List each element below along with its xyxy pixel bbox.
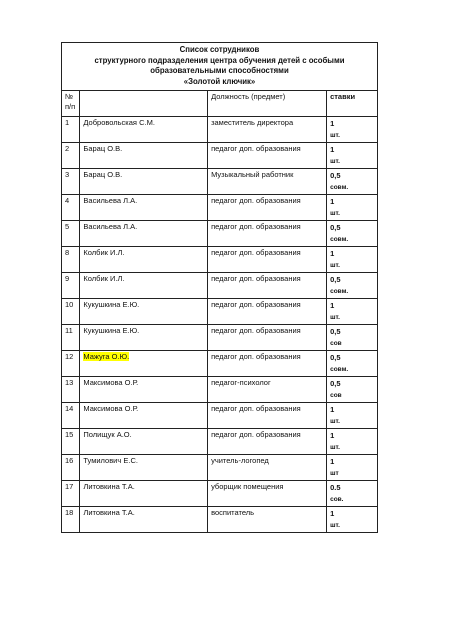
employee-name: [80, 429, 208, 455]
employee-name-text: Васильева Л.А.: [83, 196, 138, 205]
staff-list-sheet: [61, 42, 378, 533]
employee-position: педагог доп. образования: [208, 429, 327, 455]
employee-position: педагог доп. образования: [208, 351, 327, 377]
document-title: [62, 43, 378, 91]
row-number: 5: [62, 221, 80, 247]
rate-unit: совм.: [330, 235, 349, 243]
employee-name-text: Мажуга О.Ю.: [83, 352, 130, 361]
row-number: 12: [62, 351, 80, 377]
employee-name: [80, 299, 208, 325]
employee-name: [80, 455, 208, 481]
table-row: [62, 169, 378, 195]
employee-name: [80, 481, 208, 507]
rate-value: 1: [330, 431, 335, 440]
employee-rate: [327, 481, 378, 507]
title-line-2: структурного подразделения центра обучения детей с особыми: [94, 55, 345, 65]
rate-value: 0,5: [330, 353, 341, 362]
title-line-4: «Золотой ключик»: [183, 76, 256, 86]
table-row: [62, 403, 378, 429]
row-number: 10: [62, 299, 80, 325]
employee-name: [80, 195, 208, 221]
employee-name-text: Полищук А.О.: [83, 430, 132, 439]
employee-rate: [327, 299, 378, 325]
employee-name-text: Колбик И.Л.: [83, 248, 125, 257]
rate-value: 1: [330, 405, 335, 414]
employee-rate: [327, 273, 378, 299]
employee-position: педагог доп. образования: [208, 247, 327, 273]
employee-position: педагог доп. образования: [208, 195, 327, 221]
employee-name: [80, 221, 208, 247]
row-number: 3: [62, 169, 80, 195]
employee-name: [80, 351, 208, 377]
employee-name-text: Максимова О.Р.: [83, 404, 139, 413]
table-row: [62, 273, 378, 299]
rate-value: 0,5: [330, 171, 341, 180]
rate-unit: сов.: [330, 495, 344, 503]
employee-position: педагог доп. образования: [208, 403, 327, 429]
row-number: 14: [62, 403, 80, 429]
employee-rate: [327, 195, 378, 221]
employee-name-text: Максимова О.Р.: [83, 378, 139, 387]
employee-rate: [327, 351, 378, 377]
employee-name-text: Литовкина Т.А.: [83, 508, 135, 517]
employee-name-text: Кукушкина Е.Ю.: [83, 326, 140, 335]
staff-table: [61, 42, 378, 533]
rate-unit: шт.: [330, 443, 340, 451]
employee-name: [80, 143, 208, 169]
rate-value: 1: [330, 145, 335, 154]
employee-name-text: Литовкина Т.А.: [83, 482, 135, 491]
row-number: 11: [62, 325, 80, 351]
employee-rate: [327, 429, 378, 455]
employee-position: заместитель директора: [208, 117, 327, 143]
rate-unit: шт.: [330, 261, 340, 269]
employee-name: [80, 507, 208, 533]
rate-value: 0,5: [330, 275, 341, 284]
row-number: 13: [62, 377, 80, 403]
table-row: [62, 481, 378, 507]
employee-name: [80, 325, 208, 351]
employee-name-text: Тумилович Е.С.: [83, 456, 138, 465]
rate-value: 1: [330, 197, 335, 206]
employee-name: [80, 247, 208, 273]
table-row: [62, 351, 378, 377]
rate-unit: шт: [330, 469, 339, 477]
rate-value: 0,5: [330, 379, 341, 388]
header-rate: ставки: [327, 91, 378, 117]
rate-unit: шт.: [330, 417, 340, 425]
title-line-1: Список сотрудников: [179, 45, 260, 54]
row-number: 8: [62, 247, 80, 273]
table-row: [62, 117, 378, 143]
row-number: 16: [62, 455, 80, 481]
employee-rate: [327, 247, 378, 273]
employee-position: педагог доп. образования: [208, 325, 327, 351]
employee-position: педагог-психолог: [208, 377, 327, 403]
employee-rate: [327, 377, 378, 403]
employee-position: уборщик помещения: [208, 481, 327, 507]
header-num-abbr: п/п: [65, 102, 76, 111]
title-line-3: образовательными способностями: [150, 66, 289, 75]
table-row: [62, 195, 378, 221]
employee-rate: [327, 143, 378, 169]
employee-position: педагог доп. образования: [208, 143, 327, 169]
table-row: [62, 247, 378, 273]
header-name: [80, 91, 208, 117]
row-number: 17: [62, 481, 80, 507]
rate-value: 1: [330, 119, 335, 128]
rate-value: 1: [330, 457, 335, 466]
table-row: [62, 507, 378, 533]
employee-rate: [327, 169, 378, 195]
table-row: [62, 143, 378, 169]
rate-unit: совм.: [330, 183, 349, 191]
table-row: [62, 429, 378, 455]
rate-value: 0,5: [330, 223, 341, 232]
rate-unit: шт.: [330, 313, 340, 321]
header-num-symbol: №: [65, 92, 74, 101]
rate-unit: шт.: [330, 131, 340, 139]
employee-name-text: Колбик И.Л.: [83, 274, 125, 283]
row-number: 9: [62, 273, 80, 299]
employee-rate: [327, 507, 378, 533]
employee-name: [80, 169, 208, 195]
employee-name: [80, 117, 208, 143]
row-number: 4: [62, 195, 80, 221]
employee-rate: [327, 221, 378, 247]
employee-name-text: Васильева Л.А.: [83, 222, 138, 231]
rate-unit: сов: [330, 391, 342, 399]
employee-name: [80, 377, 208, 403]
employee-name-text: Кукушкина Е.Ю.: [83, 300, 140, 309]
employee-position: учитель-логопед: [208, 455, 327, 481]
rate-unit: шт.: [330, 157, 340, 165]
employee-position: воспитатель: [208, 507, 327, 533]
rate-value: 1: [330, 249, 335, 258]
rate-unit: сов: [330, 339, 342, 347]
employee-rate: [327, 455, 378, 481]
header-num: [62, 91, 80, 117]
table-row: [62, 299, 378, 325]
title-row: [62, 43, 378, 91]
employee-rate: [327, 325, 378, 351]
row-number: 18: [62, 507, 80, 533]
employee-rate: [327, 117, 378, 143]
rate-unit: шт.: [330, 209, 340, 217]
employee-rate: [327, 403, 378, 429]
table-row: [62, 455, 378, 481]
rate-value: 0.5: [330, 483, 341, 492]
rate-unit: шт.: [330, 521, 340, 529]
employee-position: Музыкальный работник: [208, 169, 327, 195]
header-position: Должность (предмет): [208, 91, 327, 117]
rate-unit: совм.: [330, 287, 349, 295]
employee-name: [80, 273, 208, 299]
rate-value: 0,5: [330, 327, 341, 336]
header-row: [62, 91, 378, 117]
employee-position: педагог доп. образования: [208, 299, 327, 325]
employee-position: педагог доп. образования: [208, 221, 327, 247]
row-number: 1: [62, 117, 80, 143]
rate-value: 1: [330, 509, 335, 518]
employee-name-text: Барац О.В.: [83, 144, 123, 153]
table-row: [62, 221, 378, 247]
rate-value: 1: [330, 301, 335, 310]
row-number: 2: [62, 143, 80, 169]
table-row: [62, 377, 378, 403]
employee-name-text: Барац О.В.: [83, 170, 123, 179]
rate-unit: совм.: [330, 365, 349, 373]
employee-name: [80, 403, 208, 429]
employee-position: педагог доп. образования: [208, 273, 327, 299]
row-number: 15: [62, 429, 80, 455]
table-row: [62, 325, 378, 351]
employee-name-text: Добровольская С.М.: [83, 118, 155, 127]
